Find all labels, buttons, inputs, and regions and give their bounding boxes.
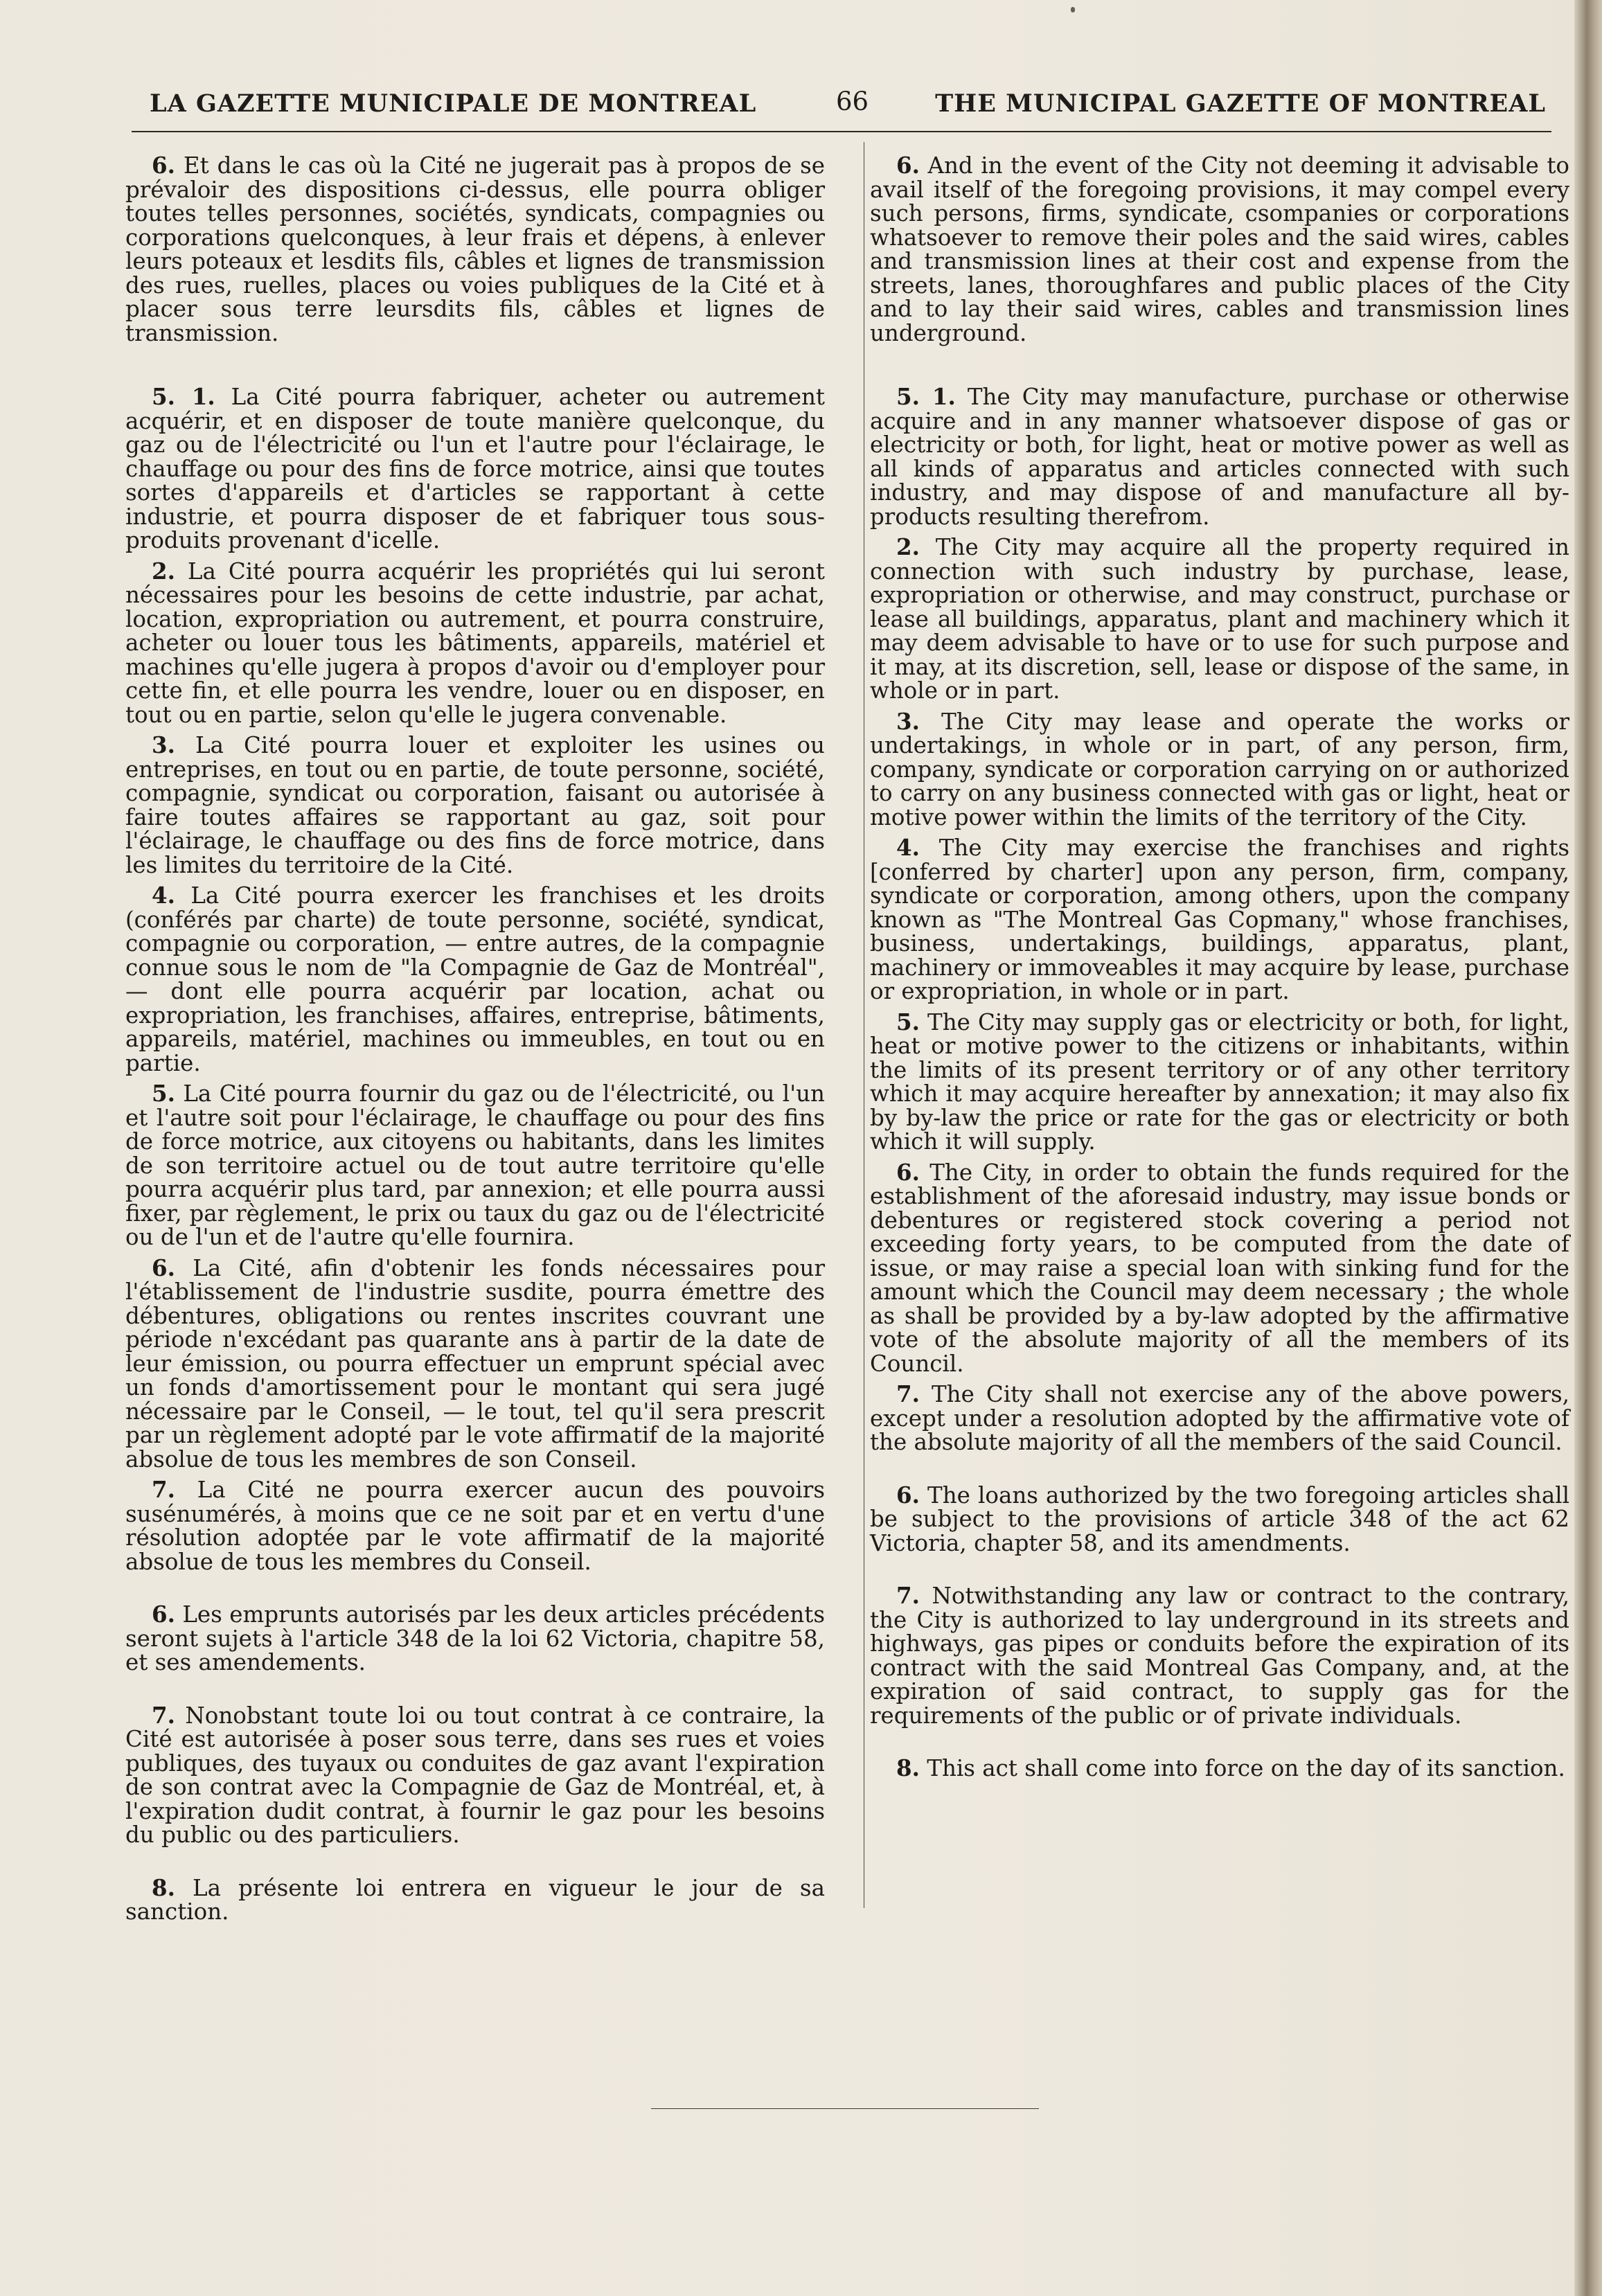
article-paragraph: 2. The City may acquire all the property required in connection with such industry by purchase, lease, expropriation or otherwise, and may construct, purchase or lease all buildings, apparatus, plant and machinery which it may deem advisable to have or to use for such purpose and it may, at its discretion, sell, lease or dispose of the same, in whole or in part. [870,533,1569,704]
article-paragraph: 6. And in the event of the City not deeming it advisable to avail itself of the foregoing provisions, it may compel every such persons, firms, syndicate, csompanies or corporations whatsoever to remove their poles and the said wires, cables and transmission lines at their cost and expense from the streets, lanes, thoroughfares and public places of the City and to lay their said wires, cables and transmission lines underground. [870,152,1569,346]
header-rule [132,131,1551,132]
article-paragraph: 4. The City may exercise the franchises and rights [conferred by charter] upon any person, firm, company, syndicate or corporation, among others, upon the company known as "The Montreal Gas Copmany," whose franchises, business, undertakings, buildings, apparatus, plant, machinery or immoveables it may acquire by lease, purchase or expropriation, in whole or in part. [870,834,1569,1004]
page-number: 66 [836,87,869,116]
article-paragraph: 3. La Cité pourra louer et exploiter les usines ou entreprises, en tout ou en partie, de toute personne, société, compagnie, syndicat ou corporation, faisant ou autorisée à faire toutes affaires se rapportant au gaz, soit pour l'éclairage, le chauffage ou des fins de force motrice, dans les limites du territoire de la Cité. [125,731,825,878]
article-paragraph: 6. La Cité, afin d'obtenir les fonds nécessaires pour l'établissement de l'industrie susdite, pourra émettre des débentures, obligations ou rentes inscrites couvrant une période n'excédant pas quarante ans à partir de la date de leur émission, ou pourra effectuer un emprunt spécial avec un fonds d'amortissement pour le montant qui sera jugé nécessaire par le Conseil, — le tout, tel qu'il sera prescrit par un règlement adopté par le vote affirmatif de la majorité absolue de tous les membres de son Conseil. [125,1254,825,1472]
article-paragraph: 7. La Cité ne pourra exercer aucun des pouvoirs susénumérés, à moins que ce ne soit par et en vertu d'une résolution adoptée par le vote affirmatif de la majorité absolue de tous les membres du Conseil. [125,1476,825,1575]
article-paragraph: 5. The City may supply gas or electricity or both, for light, heat or motive power to the citizens or inhabitants, within the limits of its present territory or of any other territory which it may acquire hereafter by annexation; it may also fix by by-law the price or rate for the gas or electricity or both which it will supply. [870,1008,1569,1155]
article-paragraph: 5. 1. The City may manufacture, purchase or otherwise acquire and in any manner whatsoever dispose of gas or electricity or both, for light, heat or motive power as well as all kinds of apparatus and articles connected with such industry, and may dispose of and manufacture all by-products resulting therefrom. [870,383,1569,530]
article-paragraph: 6. Les emprunts autorisés par les deux articles précédents seront sujets à l'article 348 de la loi 62 Victoria, chapitre 58, et ses amendements. [125,1601,825,1675]
article-paragraph: 7. Notwithstanding any law or contract to the contrary, the City is authorized to lay underground in its streets and highways, gas pipes or conduits before the expiration of its contract with the said Montreal Gas Company, and, at the expiration of said contract, to supply gas for the requirements of the public or of private individuals. [870,1582,1569,1729]
page-binding-edge [1574,0,1602,2296]
article-paragraph: 6. Et dans le cas où la Cité ne jugerait pas à propos de se prévaloir des dispositions ci-dessus, elle pourra obliger toutes telles personnes, sociétés, syndicats, compagnies ou corporations quelconques, à leur frais et dépens, à enlever leurs poteaux et lesdits fils, câbles et lignes de transmission des rues, ruelles, places ou voies publiques de la Cité et à placer sous terre leursdits fils, câbles et lignes de transmission. [125,152,825,346]
article-paragraph: 6. The City, in order to obtain the funds required for the establishment of the aforesaid industry, may issue bonds or debentures or registered stock covering a period not exceeding forty years, to be computed from the date of issue, or may raise a special loan with sinking fund for the amount which the Council may deem necessary ; the whole as shall be provided by a by-law adopted by the affirmative vote of the absolute majority of all the members of its Council. [870,1158,1569,1377]
article-paragraph: 2. La Cité pourra acquérir les propriétés qui lui seront nécessaires pour les besoins de cette industrie, par achat, location, expropriation ou autrement, et pourra construire, acheter ou louer tous les bâtiments, appareils, matériel et machines qu'elle jugera à propos d'avoir ou d'employer pour cette fin, et elle pourra les vendre, louer ou en disposer, en tout ou en partie, selon qu'elle le jugera convenable. [125,557,825,728]
page-header [147,87,1546,128]
english-column [870,154,1569,1781]
article-paragraph: 7. The City shall not exercise any of the above powers, except under a resolution adopted by the affirmative vote of the absolute majority of all the members of the said Council. [870,1380,1569,1455]
french-column [125,154,825,1924]
article-paragraph: 8. La présente loi entrera en vigueur le jour de sa sanction. [125,1874,825,1925]
ink-spot [1071,7,1075,12]
article-paragraph: 6. The loans authorized by the two foregoing articles shall be subject to the provisions of article 348 of the act 62 Victoria, chapter 58, and its amendments. [870,1481,1569,1556]
article-paragraph: 7. Nonobstant toute loi ou tout contrat à ce contraire, la Cité est autorisée à poser sous terre, dans ses rues et voies publiques, des tuyaux ou conduites de gaz avant l'expiration de son contrat avec la Compagnie de Gaz de Montréal, et, à l'expiration dudit contrat, à fournir le gaz pour les besoins du public ou des particuliers. [125,1701,825,1848]
article-paragraph: 3. The City may lease and operate the works or undertakings, in whole or in part, of any person, firm, company, syndicate or corporation carrying on or authorized to carry on any business connected with gas or light, heat or motive power within the limits of the territory of the City. [870,707,1569,830]
article-paragraph: 5. La Cité pourra fournir du gaz ou de l'électricité, ou l'un et l'autre soit pour l'éclairage, le chauffage ou pour des fins de force motrice, aux citoyens ou habitants, dans les limites de son territoire actuel ou de tout autre territoire qu'elle pourra acquérir plus tard, par annexion; et elle pourra aussi fixer, par règlement, le prix ou taux du gaz ou de l'électricité ou de l'un et de l'autre qu'elle fournira. [125,1080,825,1250]
french-title: LA GAZETTE MUNICIPALE DE MONTREAL [150,89,757,118]
article-paragraph: 4. La Cité pourra exercer les franchises et les droits (conférés par charte) de toute personne, société, syndicat, compagnie ou corporation, — entre autres, de la compagnie connue sous le nom de "la Compagnie de Gaz de Montréal", — dont elle pourra acquérir par location, achat ou expropriation, les franchises, affaires, entreprise, bâtiments, appareils, matériel, machines ou immeubles, en tout ou en partie. [125,882,825,1076]
article-paragraph: 8. This act shall come into force on the day of its sanction. [896,1754,1565,1781]
bottom-rule [651,2108,1039,2109]
article-paragraph: 5. 1. La Cité pourra fabriquer, acheter ou autrement acquérir, et en disposer de toute manière quelconque, du gaz ou de l'électricité ou l'un et l'autre pour l'éclairage, le chauffage ou pour des fins de force motrice, ainsi que toutes sortes d'appareils et d'articles se rapportant à cette industrie, et pourra disposer de et fabriquer tous sous-produits provenant d'icelle. [125,383,825,553]
english-title: THE MUNICIPAL GAZETTE OF MONTREAL [935,89,1546,118]
